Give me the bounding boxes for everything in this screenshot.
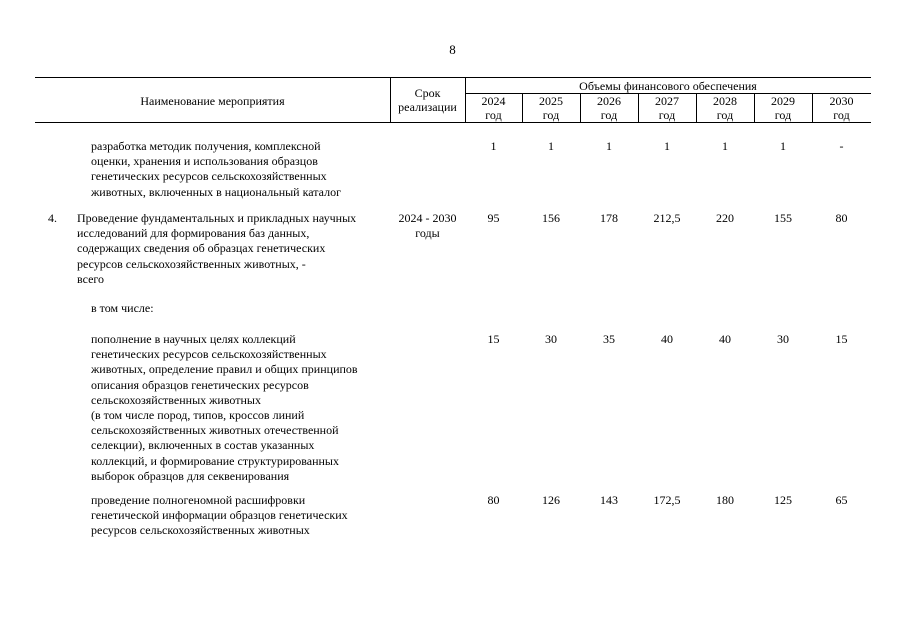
table-row-value: 180 [716, 493, 734, 507]
table-row-value: 126 [542, 493, 560, 507]
header-year-2026 [580, 94, 638, 122]
table-row-value: 1 [548, 139, 554, 153]
header-year-2027 [638, 94, 696, 122]
year-unit: год [833, 108, 850, 122]
table-row-value: 40 [661, 332, 673, 346]
year-unit: год [600, 108, 618, 122]
table-row-value: 30 [777, 332, 789, 346]
year-unit: год [542, 108, 560, 122]
header-term-line2: реализации [398, 100, 457, 114]
table-row-value: 1 [664, 139, 670, 153]
table-row-value: 220 [716, 211, 734, 225]
table-row-number: 4. [48, 211, 57, 225]
table-row-value: 40 [719, 332, 731, 346]
header-term-column [390, 86, 465, 114]
header-term-line1: Срок [414, 86, 441, 100]
year-label: 2028 [713, 94, 737, 108]
table-row-value: 15 [487, 332, 500, 346]
header-year-2024 [465, 94, 522, 122]
table-row-text: пополнение в научных целях коллекций генетических ресурсов сельскохозяйственных животных, определение правил и общих принципов описания образцов генетических ресурсов сельскохозяйственных животных (в том числе пород, типов, кроссов линий сельскохозяйственных животных отечественной селекции), включенных в состав указанных коллекций, и формирование структурированных выборок образцов для секвенирования [91, 332, 358, 483]
table-top-border [35, 77, 871, 78]
table-row-value: 95 [487, 211, 500, 225]
year-unit: год [658, 108, 676, 122]
table-row-value: 35 [603, 332, 615, 346]
header-funding-group: Объемы финансового обеспечения [579, 79, 757, 93]
table-row-value: 156 [542, 211, 560, 225]
table-row-value: 178 [600, 211, 618, 225]
page-number: 8 [449, 42, 456, 57]
table-row-value: 1 [780, 139, 786, 153]
table-row-value: - [839, 139, 844, 153]
year-label: 2026 [597, 94, 621, 108]
table-row-value: 155 [774, 211, 792, 225]
table-row-value: 15 [835, 332, 848, 346]
year-unit: год [774, 108, 792, 122]
header-year-2028 [696, 94, 754, 122]
year-unit: год [716, 108, 734, 122]
table-row-value: 65 [835, 493, 848, 507]
header-year-2029 [754, 94, 812, 122]
table-row-text: проведение полногеномной расшифровки генетической информации образцов генетических ресурсов сельскохозяйственных животных [91, 493, 348, 538]
year-label: 2027 [655, 94, 679, 108]
header-year-2025 [522, 94, 580, 122]
header-year-2030 [812, 94, 871, 122]
table-row-text: разработка методик получения, комплексной оценки, хранения и использования образцов генетических ресурсов сельскохозяйственных животных, включенных в национальный каталог [91, 139, 342, 199]
year-label: 2029 [771, 94, 795, 108]
table-row-term: 2024 - 2030 годы [398, 211, 457, 241]
table-row-value: 1 [722, 139, 728, 153]
table-row-value: 1 [606, 139, 612, 153]
table-row-value: 172,5 [653, 493, 681, 507]
table-row-value: 80 [487, 493, 500, 507]
table-row-value: 212,5 [653, 211, 681, 225]
table-row-value: 30 [545, 332, 557, 346]
table-row-text: Проведение фундаментальных и прикладных научных исследований для формирования баз данных, содержащих сведения об образцах генетических ресурсов сельскохозяйственных животных, - всего [77, 211, 357, 286]
table-row-value: 1 [490, 139, 497, 153]
table-row-value: 125 [774, 493, 792, 507]
table-row-value: 143 [600, 493, 618, 507]
table-row-value: 80 [835, 211, 848, 225]
table-row-text: в том числе: [91, 301, 154, 315]
year-label: 2030 [829, 94, 854, 108]
year-label: 2024 [481, 94, 506, 108]
header-name-column: Наименование мероприятия [140, 94, 285, 108]
year-unit: год [485, 108, 502, 122]
table-header-bottom-border [35, 122, 871, 123]
year-label: 2025 [539, 94, 563, 108]
